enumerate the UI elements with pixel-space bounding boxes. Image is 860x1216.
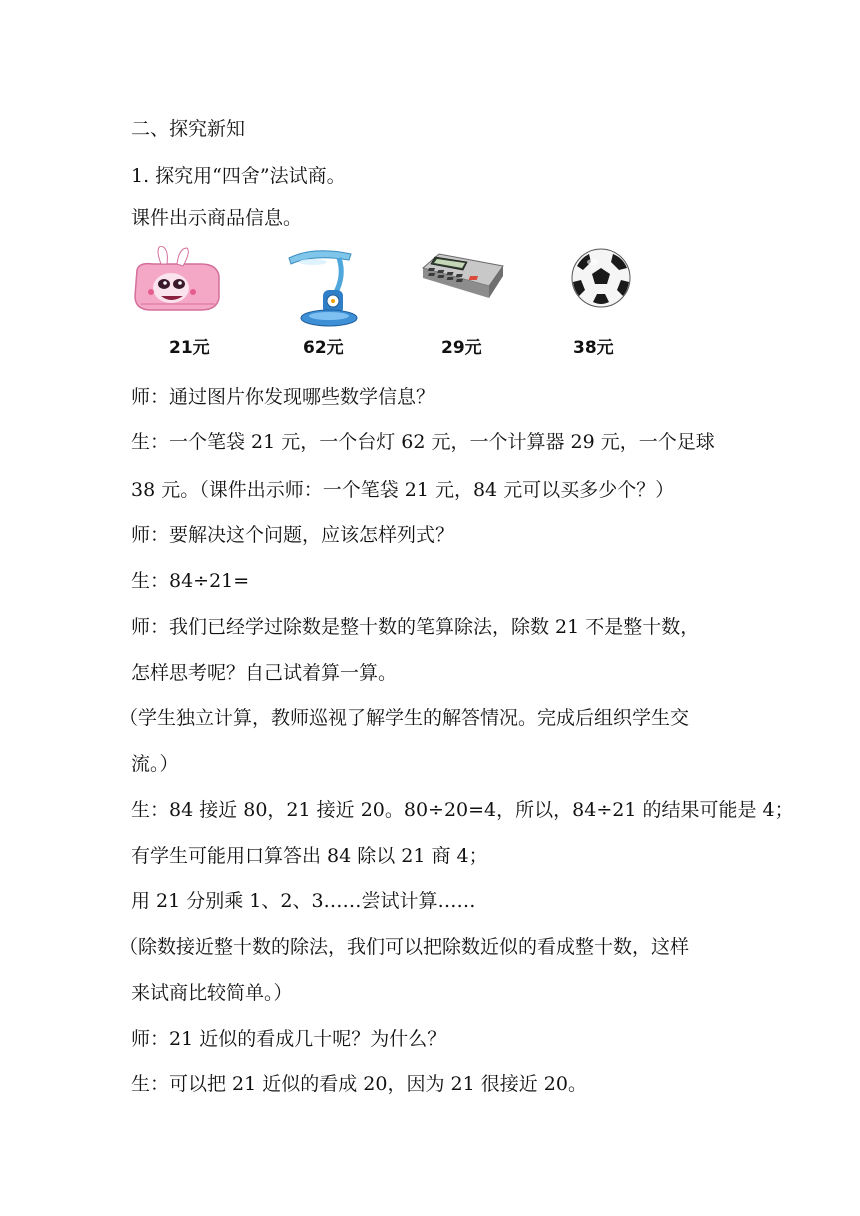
paragraph-line: 生：可以把 21 近似的看成 20，因为 21 很接近 20。 bbox=[131, 1073, 587, 1095]
paragraph-line: （除数接近整十数的除法，我们可以把除数近似的看成整十数，这样 bbox=[119, 936, 690, 958]
product-price: 29元 bbox=[441, 338, 482, 358]
soccer-ball-icon bbox=[569, 246, 633, 310]
desk-lamp-icon bbox=[283, 246, 363, 328]
product-desk-lamp bbox=[283, 246, 393, 366]
pencil-case-icon bbox=[131, 246, 223, 318]
product-soccer-ball bbox=[569, 246, 679, 366]
paragraph-line: 怎样思考呢？自己试着算一算。 bbox=[131, 662, 398, 684]
paragraph-line: 流。） bbox=[131, 753, 179, 775]
paragraph-line: 师：我们已经学过除数是整十数的笔算除法，除数 21 不是整十数， bbox=[131, 616, 700, 638]
product-price: 62元 bbox=[303, 338, 344, 358]
paragraph-line: 师：要解决这个问题，应该怎样列式？ bbox=[131, 524, 455, 546]
paragraph-line: 生：84 接近 80，21 接近 20。80÷20=4，所以，84÷21 的结果可能是 4； bbox=[131, 799, 794, 821]
paragraph-line: 生：84÷21= bbox=[131, 570, 250, 592]
paragraph-line: 有学生可能用口算答出 84 除以 21 商 4； bbox=[131, 845, 488, 867]
product-gallery bbox=[131, 246, 651, 366]
intro-text: 课件出示商品信息。 bbox=[131, 207, 303, 229]
paragraph-line: 师：21 近似的看成几十呢？为什么？ bbox=[131, 1028, 447, 1050]
subheading: 1. 探究用“四舍”法试商。 bbox=[131, 165, 346, 187]
calculator-icon bbox=[419, 246, 505, 316]
paragraph-line: 用 21 分别乘 1、2、3……尝试计算…… bbox=[131, 890, 476, 912]
product-calculator bbox=[419, 246, 529, 366]
product-price: 38元 bbox=[573, 338, 614, 358]
section-heading: 二、探究新知 bbox=[131, 118, 246, 140]
paragraph-line: 师：通过图片你发现哪些数学信息？ bbox=[131, 386, 436, 408]
paragraph-line: （学生独立计算，教师巡视了解学生的解答情况。完成后组织学生交 bbox=[119, 707, 690, 729]
paragraph-line: 生：一个笔袋 21 元，一个台灯 62 元，一个计算器 29 元，一个足球 bbox=[131, 431, 715, 453]
paragraph-line: 来试商比较简单。） bbox=[131, 982, 293, 1004]
product-pencil-case bbox=[131, 246, 241, 366]
paragraph-line: 38 元。（课件出示师：一个笔袋 21 元，84 元可以买多少个？） bbox=[131, 479, 675, 501]
product-price: 21元 bbox=[169, 338, 210, 358]
